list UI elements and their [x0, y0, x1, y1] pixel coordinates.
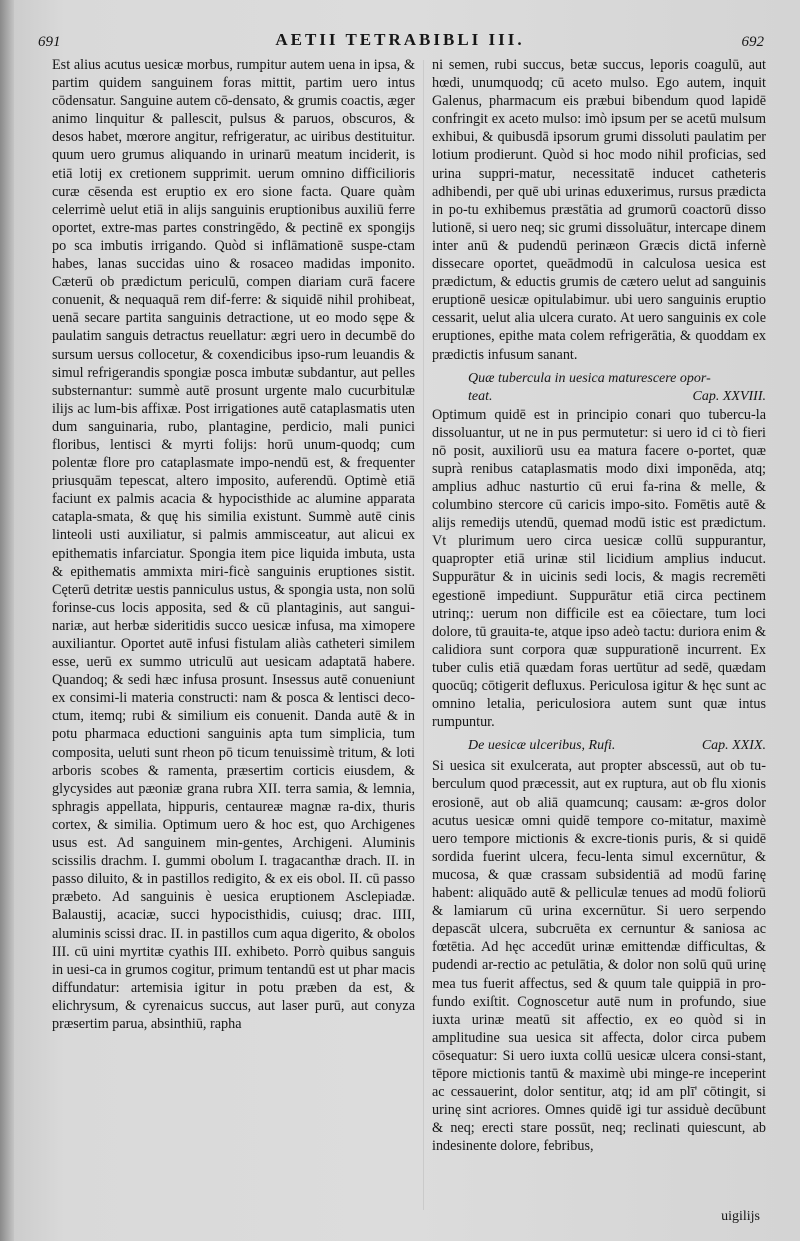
chapter-28-heading	[432, 370, 766, 406]
chapter-28-title-end: teat.	[468, 388, 493, 404]
running-title: AETII TETRABIBLI III.	[275, 30, 525, 49]
chapter-28-number: Cap. XXVIII.	[692, 388, 766, 404]
page-edge-shadow	[0, 0, 14, 1241]
left-column	[52, 56, 415, 1033]
right-paragraph-2: Optimum quidē est in principio conari quo tubercu-la dissoluantur, ut ne in pus permutetur: si uero id ci tò fieri nō posit, auxiliorū usu ea matura facere o-portet, quæ suprà renibus cataplasmatis modo dixi imponēda, atq; amplius adhuc nasturtio cū erui fa-rina & melle, & columbino stercore cū caricis impo-sito. Fomētis autē & alijs remedijs utendū, quemad modū istic est prædictum. Vt plurimum uero circa uesicæ collū suppurantur, quapropter etiā urinæ stil licidium amplius inducut. Suppurātur & in uicinis sedi locis, & magis recremēti egestionē impediunt. Suppurātur etiā circa pectinem utrinq;: uerum non difficile est ea cōiectare, tum loci dolore, tū grauita-te, atque ipso adeò tactu: duriora enim & calidiora sunt corpora quæ suppurationē incurrent. Ex tuber culis etiā quædam foras uertūtur ad sedē, quædam quocūq; cōtigerit defluxus. Periculosa igitur & hęc sunt ac omnino letalia, periculosiora autem sunt quæ intus rumpuntur.	[432, 406, 766, 731]
chapter-28-title: Quæ tubercula in uesica maturescere opor-	[468, 370, 711, 386]
right-column	[432, 56, 766, 1159]
chapter-29-number: Cap. XXIX.	[701, 738, 766, 754]
column-gutter	[423, 60, 424, 1210]
page-number-right: 692	[741, 34, 764, 50]
right-paragraph-3: Si uesica sit exulcerata, aut propter abscessū, aut ob tu-berculum quod præcessit, aut ex ruptura, aut ob flu xionis erosionē, aut ob aliā quamcunq; causam: æ-gros dolor acutus uesicæ omni quidē tempore co-mitatur, maximè uero tempore mictionis & excre-tionis puris, & si quidē sordida fuerint ulcera, fecu-lenta simul excernūtur, & mucosa, & quæ crassam subsidentiā ad modū farinę habent: aliquādo autē & pelliculæ tenues ad modū foliorū & lamiarum cū urina excernūtur. Si uero serpendo depascāt ulcera, subcruēta ex cernuntur & saniosa ac fœtētia. Ad hęc accedūt urinæ emittendæ difficultas, & pudendi ar-rectio ac petulātia, & dolor non solū quū urinę mea tus fuerit affectus, sed & quum tale quippiā in pro-fundo exiſtit. Cognoscetur autē num in profundo, siue iuxta urinæ meatū sit affectio, ex eo quòd si in amplitudine sua uesica sit affecta, dolor circa pubem cōsequatur: Si uero iuxta collū uesicæ ulcera consi-stant, tēpore mictionis tantū & maximè ubi minge-re inceperint ac cessauerint, dolor sentitur, atq; id am plī' cōtingit, si urinę sint acriores. Omnes quidē igi tur assiduè decūbunt & neq; erecti stare possūt, neq; reclinati quiescunt, ab indesinente dolore, febribus,	[432, 758, 766, 1155]
right-paragraph-1: ni semen, rubi succus, betæ succus, leporis coagulū, aut hœdi, unumquodq; cū aceto mulso. Ego autem, inquit Galenus, pharmacum eis præbui bibendum quod lapidē confringit ex aceto mulso: imò ipsum per se acetū mulsum exhibui, & quibusdā ipsorum grumi dissoluti paulatim per lotium prodierunt. Quòd si hoc modo nihil proficias, sed urina suppri-matur, necessitatē inducet catheteris adhibendi, per quē ubi urinas eduxerimus, rursus prædicta in po-tu exhibemus præstātia ad grumorū coactorū disso lutionē, si uero neq; sic grumi dissoluātur, intercape dinem inter anū & pudendū perinæon Græcis dictā infernè dissecare oportet, queādmodū in calculosa uesica est prædictum, & eductis grumis de cætero uelut ad sanguinis eruptionē uesicæ opitulabimur. ubi uero sanguinis eruptio cessarit, uelut alia ulcera curato. At uero sanguinis ex cole eruptiones, epithe mata colem refrigerātia, & quoddam ex prædictis infusum sanant.	[432, 57, 766, 363]
chapter-29-heading	[432, 737, 766, 755]
page-number-left: 691	[38, 34, 61, 50]
left-column-text: Est alius acutus uesicæ morbus, rumpitur autem uena in ipsa, & partim quidem sanguinem foras mittit, partim uero intus cōdensatur. Sanguine autem cō-densato, & grumis coactis, æger animo linquitur & pallescit, pulsus & paruos, obscuros, & desos habet, mœrore angitur, refrigeratur, ac uiribus destituitur. quum uero grumus aliquando in urinarū meatum inciderit, is etiā lotij ex cretionem supprimit. uerum omnino difficilioris curæ cēsenda est eruptio ex ero sione facta. Quare quàm celerrimè uelut etiā in alijs sanguinis eruptionibus auxiliū ferre oportet, extre-mas partes constringēdo, & pectinē ex spongijs po sca imbutis irrigando. Quòd si inflāmationē suspe-ctam habes, lanas succidas uino & rosaceo madidas imponito. Cæterū ob prædictum periculū, compen diariam curā facere conuenit, & nequaquā rem dif-ferre: & siquidē nihil prohibeat, uenā secare partita sanguinis detractione, ut eo modo sępe & paulatim sanguis detractus reuellatur: ægri uero in decumbē do sursum uersus collocetur, & coxendicibus ipso-rum leuandis & simul refrigerandis spongiæ posca imbutæ subdantur, aut pelles substernantur: summè autē prosunt urgente malo cucurbitulæ ilijs ac lum-bis affixæ. Post irrigationes autē cataplasmatis uten dum sanguinaria, rubo, plantagine, perdicio, mali punici floribus, lentisci & myrti folijs: horū unum-quodq; cum polentæ flore pro cataplasmate impo-nendū est, & frequenter priusquām tepescat, altero imposito, auferendū. Optimè etiā faciunt ex palmis acacia & hypocisthide ac alumine apparata catapla-smata, & quę his similia existunt. Summè autē cinis linteoli usti auxiliatur, si palmis ammisceatur, aut alicui ex epithematis infarciatur. Spongia item pice liquida imbuta, usta & epithematis ammixta miri-ficè sanguinis eruptiones sistit. Cęterū detritæ uestis panniculus ustus, & spongia usta, non solū forinse-cus locis apposita, sed & cū plantaginis, aut sangui-nariæ, aut herbæ sideritidis succo uesicæ infusa, ma ximopere auxiliantur. Oportet autē infusi fistulam aliàs catheteri similem esse, uerū ex summo utriculū aut uesicam adaptatā habere. Quandoq; & sedi hæc infusa prosunt. Insessus autē conueniunt ex consimi-li materia constructi: nam & posca & lentisci deco-ctum, itemq; rubi & similium eis conuenit. Danda autē & in potu pharmaca eductioni sanguinis apta tum simplicia, tum composita, ueluti sunt rheon pō ticum tenuissimè tritum, & loti arboris scobes & ramenta, præsertim corticis eiusdem, & glycysides aut pæoniæ grana rubra XII. terra samia, & lemnia, sphragis appellata, hippuris, centaureæ magnæ ra-dix, thuris cortex, & similia. Optimum uero & hoc est, quo Archigenes usus est. Ad sanguinem min-gentes, Archigeni. Aluminis scissilis drachm. I. gummi obolum I. tragacanthæ drach. II. in passo diluito, & in pastillos redigito, & ex eis obol. II. cū passo præbeto. Ad sanguinis è uesica eruptionem Asclepiadæ. Balaustij, acaciæ, succi hypocisthidis, cuiusq; drac. IIII, aluminis scissi drac. II. in pastillos cum aqua digerito, & obolos III. cū uini myrtitæ cyathis III. exhibeto. Porrò quibus sanguis in uesi-ca in grumos cogitur, primum tentandū est ut phar macis diffundatur: artemisia igitur in potu præben da est, & elichrysum, & cyrenaicus succus, aut laser purū, aut conyza præsertim parua, absinthiū, rapha	[52, 57, 415, 1032]
catchword: uigilijs	[721, 1209, 760, 1224]
running-header	[30, 30, 770, 54]
chapter-29-title: De uesicæ ulceribus, Rufi.	[468, 738, 616, 754]
